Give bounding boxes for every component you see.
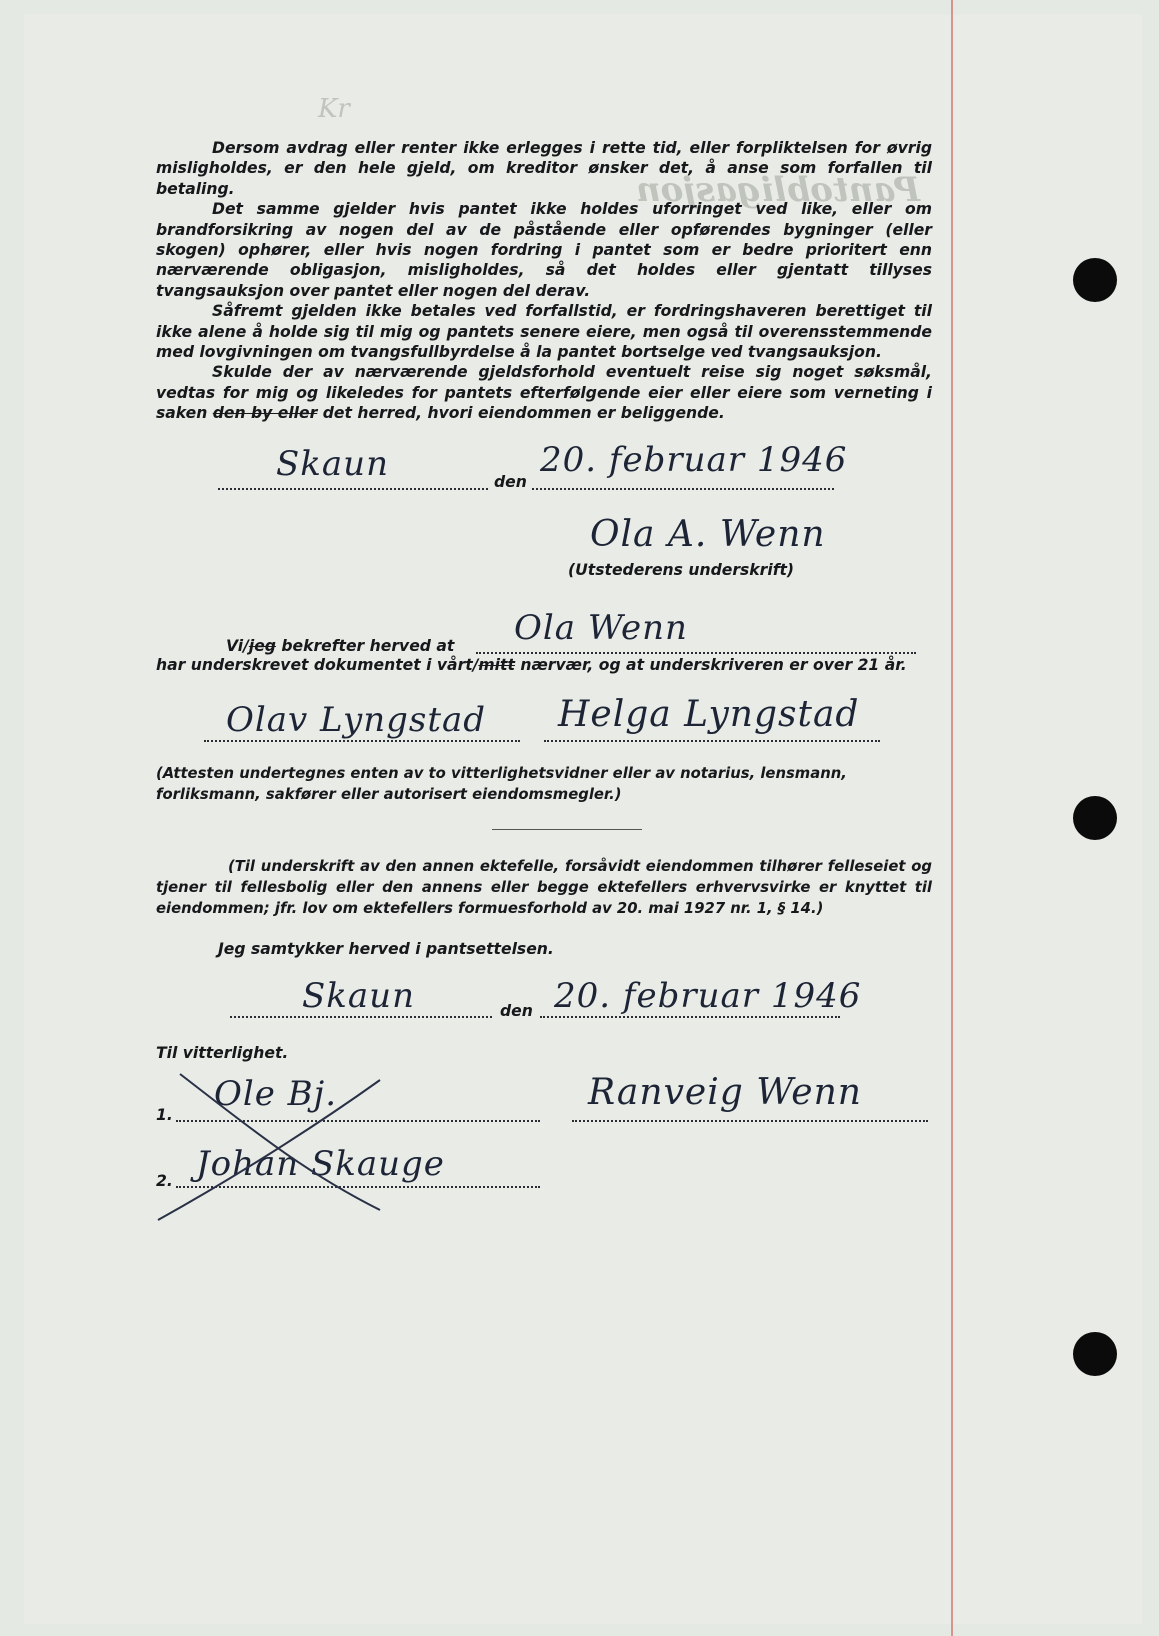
cross-out-mark (150, 1060, 410, 1230)
signer-name-handwriting: Ola Wenn (514, 608, 688, 648)
witness-number-1: 1. (156, 1106, 173, 1124)
attest-note: (Attesten undertegnes enten av to vitterlighetsvidner eller av notarius, lensmann, forliksmann, sakfører eller autorisert eiendomsmegler.) (156, 765, 847, 803)
date-handwriting: 20. februar 1946 (540, 440, 848, 480)
punch-hole-icon (1073, 796, 1117, 840)
place-dotline (218, 488, 488, 490)
paragraph-maintenance: Det samme gjelder hvis pantet ikke holdes uforringet ved like, eller om brandforsikring av nogen del av de påstående eller opførendes bygninger (eller skogen) ophører, eller hvis nogen fordring i pantet som er bedre prioritert enn nærværende obligasjon, misligholdes, så det holdes eller gjentatt tillyses tvangsauksjon over pantet eller nogen del derav. (156, 200, 932, 300)
place-dotline-2 (230, 1016, 492, 1018)
place-handwriting: Skaun (276, 444, 389, 484)
vitness-signature-1: Ole Bj. (214, 1074, 338, 1114)
venue-text-struck: den by eller (212, 404, 318, 423)
witness-dotline-2 (544, 740, 880, 742)
witness-signature-1: Olav Lyngstad (226, 700, 487, 740)
issuer-signature: Ola A. Wenn (590, 514, 826, 555)
punch-hole-icon (1073, 1332, 1117, 1376)
witness-number-2: 2. (156, 1172, 173, 1190)
bleed-through-heading: Pantobligasjon (636, 170, 921, 210)
date-dotline (532, 488, 834, 490)
bleed-through-kr: Kr (318, 94, 350, 124)
date-dotline-2 (540, 1016, 840, 1018)
paragraph-default: Dersom avdrag eller renter ikke erlegges i rette tid, eller forpliktelsen for øvrig misligholdes, er den hele gjeld, om kreditor ønsker det, å anse som forfallen til betaling. (156, 139, 932, 198)
venue-text-after: det herred, hvori eiendommen er beliggende. (317, 404, 725, 423)
spouse-signature: Ranveig Wenn (588, 1072, 862, 1113)
signer-dotline (476, 652, 916, 654)
vitterlighet-label: Til vitterlighet. (156, 1044, 289, 1062)
witness-prefix: Vi/ (226, 637, 249, 655)
witness-line2-before: har underskrevet dokumentet i vårt/ (156, 656, 479, 674)
terms-text (156, 138, 932, 424)
witness-prefix-struck: jeg (248, 637, 276, 655)
issuer-caption: (Utstederens underskrift) (568, 561, 795, 579)
date-handwriting-2: 20. februar 1946 (554, 976, 862, 1016)
witness-signature-2: Helga Lyngstad (558, 694, 860, 735)
den-label: den (494, 473, 527, 491)
place-handwriting-2: Skaun (302, 976, 415, 1016)
margin-line (951, 0, 953, 1636)
spouse-dotline (572, 1120, 928, 1122)
punch-hole-icon (1073, 258, 1117, 302)
separator (492, 829, 642, 830)
witness-statement (226, 637, 454, 655)
den-label-2: den (500, 1002, 533, 1020)
vitness-signature-2: Johan Skauge (196, 1144, 445, 1184)
witness-line2-after: nærvær, og at underskriveren er over 21 år. (514, 656, 907, 674)
venue-text-before: Skulde der av nærværende gjeldsforhold eventuelt reise sig noget søksmål, vedtas for mig og likeledes for pantets efterfølgende eier eller eiere som verneting i saken (156, 363, 932, 423)
consent-text: Jeg samtykker herved i pantsettelsen. (218, 940, 554, 958)
witness-line2-struck: mitt (478, 656, 515, 674)
witness-text: bekrefter herved at (275, 637, 455, 655)
paragraph-venue (156, 362, 932, 423)
witness-dotline-1 (204, 740, 520, 742)
paragraph-enforcement: Såfremt gjelden ikke betales ved forfallstid, er fordringshaveren berettiget til ikke alene å holde sig til mig og pantets senere eiere, men også til overensstemmende med lovgivningen om tvangsfullbyrdelse å la pantet bortselge ved tvangsauksjon. (156, 302, 932, 362)
spouse-note: (Til underskrift av den annen ektefelle, forsåvidt eiendommen tilhører felleseiet og tjener til fellesbolig eller den annens eller begge ektefellers erhvervsvirke er knyttet til eiendommen; jfr. lov om ektefellers formuesforhold av 20. mai 1927 nr. 1, § 14.) (156, 858, 932, 917)
witness-statement-2 (156, 656, 907, 674)
